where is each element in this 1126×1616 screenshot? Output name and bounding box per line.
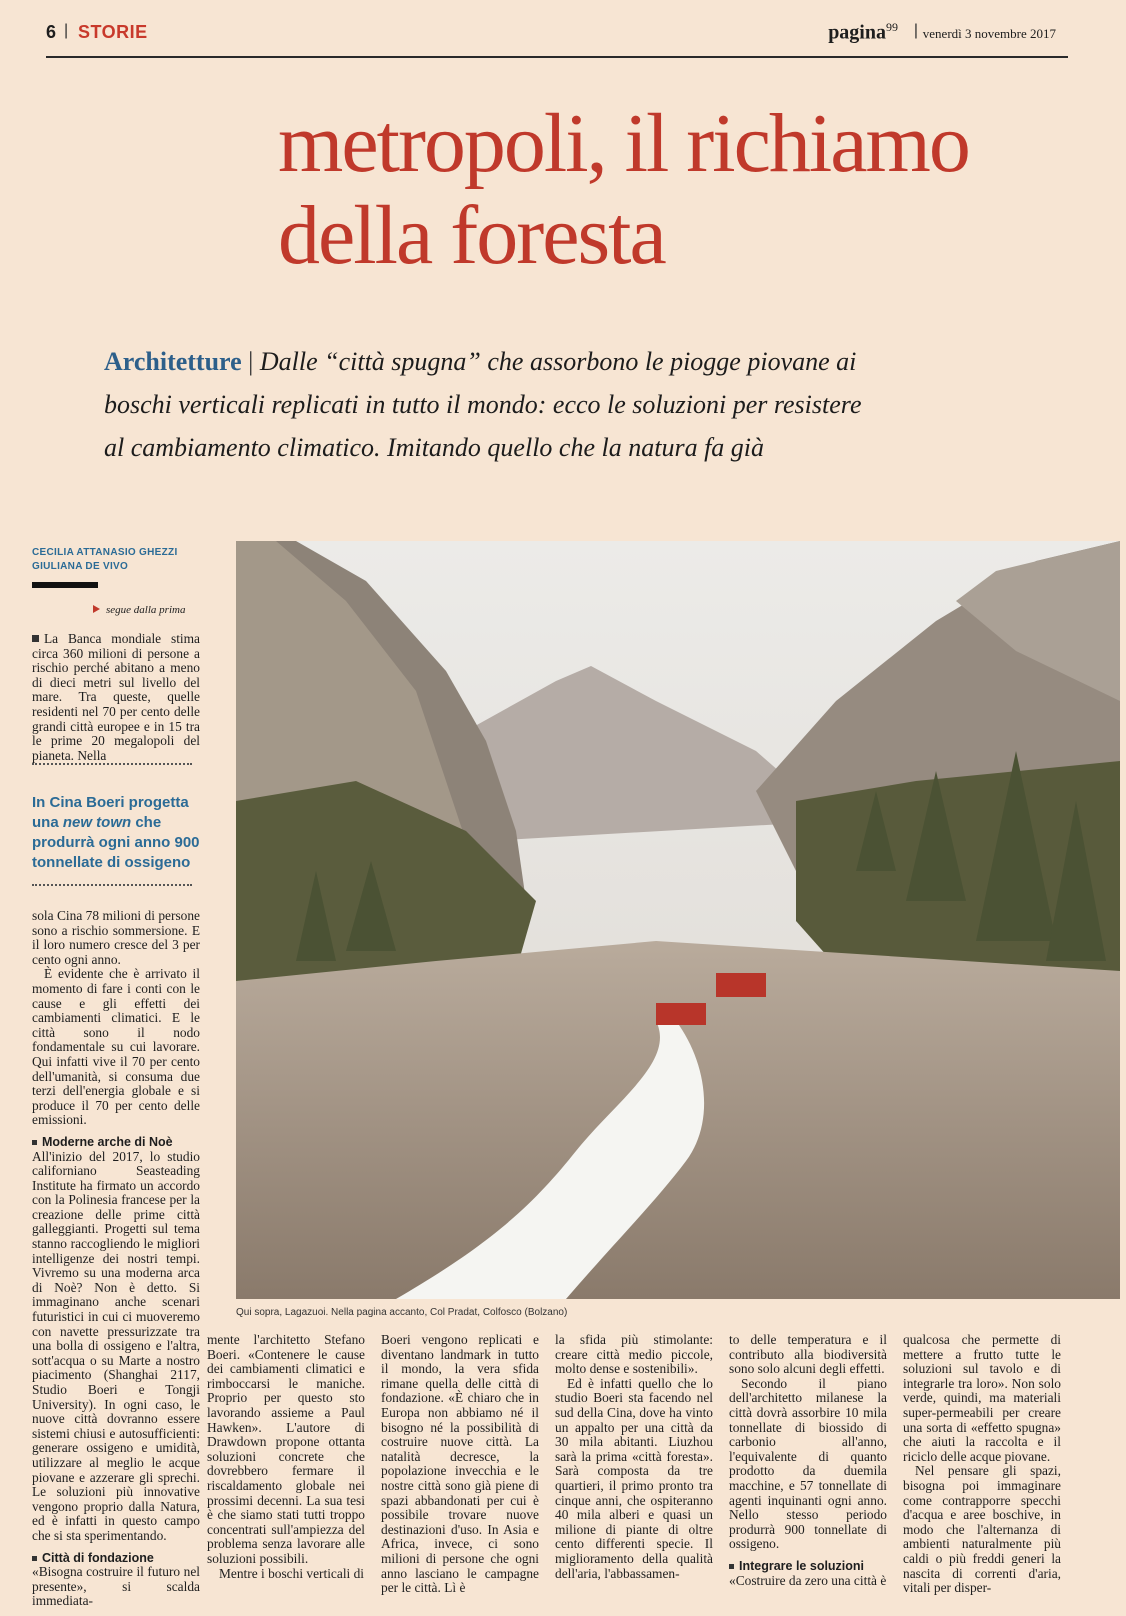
author-2: GIULIANA DE VIVO — [32, 561, 129, 572]
body-text: «Costruire da zero una città è — [729, 1572, 887, 1588]
column-4 — [555, 1333, 713, 1581]
standfirst-text: Dalle “città spugna” che assorbono le piogge piovane ai boschi verticali replicati in tutto il mondo: ecco le soluzioni per resistere al cambiamento climatico. Imitando quello che la natura fa già — [104, 347, 862, 462]
bullet-icon — [729, 1564, 734, 1569]
body-text: È evidente che è arrivato il momento di fare i conti con le cause e gli effetti dei cambiamenti climatici. E le città sono il nodo fondamentale su cui lavorare. Qui infatti vive il 70 per cento dell'umanità, si consuma due terzi dell'energia globale e si produce il 70 per cento delle emissioni. — [32, 966, 200, 1128]
header-separator: | — [64, 22, 69, 39]
body-text: to delle temperatura e il contributo alla biodiversità sono solo alcuni degli effetti. — [729, 1332, 887, 1377]
standfirst — [104, 340, 884, 469]
pull-quote: In Cina Boeri progetta una new town che produrrà ogni anno 900 tonnellate di ossigeno — [32, 794, 200, 871]
issue-date: venerdì 3 novembre 2017 — [922, 26, 1056, 41]
bullet-icon — [32, 1556, 37, 1561]
body-text: mente l'architetto Stefano Boeri. «Contenere le cause dei cambiamenti climatici e rimboccarsi le maniche. Proprio per questo sto lavorando assieme a Paul Hawken». L'autore di Drawdown propone ottanta soluzioni concrete che dovrebbero fermare il riscaldamento globale nei prossimi decenni. La sua tesi è che siamo stati tutti troppo concentrati sull'ampiezza del problema senza lavorare alle soluzioni possibili. — [207, 1332, 365, 1566]
body-text: Secondo il piano dell'architetto milanese la città dovrà assorbire 10 mila tonnellate di biossido di carbonio all'anno, l'equivalente di quanto prodotto da duemila macchine, e 57 tonnellate di agenti inquinanti ogni anno. Nello stesso periodo produrrà 900 tonnellate di ossigeno. — [729, 1375, 887, 1552]
square-bullet-icon — [32, 635, 39, 642]
body-text: «Bisogna costruire il futuro nel presente», si scalda immediata- — [32, 1564, 200, 1609]
column-1-top — [32, 632, 200, 763]
body-text: qualcosa che permette di mettere a frutto tutte le soluzioni sul tavolo e di integrarle tra loro». Non solo verde, quindi, ma materiali super-permeabili per creare una sorta di «effetto spugna» che aiuti la raccolta e il riciclo delle acque piovane. — [903, 1332, 1061, 1464]
body-text: Boeri vengono replicati e diventano landmark in tutto il mondo, la vera sfida rimane quella delle città di fondazione. «È chiaro che in Europa non abbiamo né il bisogno né la possibilità di costruire nuove città. La natalità decresce, la popolazione invecchia e le nostre città sono già piene di spazi abbandonati per cui è possibile trovare nuove destinazioni d'uso. In Asia e Africa, invece, ci sono milioni di persone che ogni anno lasciano le campagne per le città. Lì è — [381, 1332, 539, 1596]
column-6 — [903, 1333, 1061, 1596]
landscape-photo — [236, 541, 1120, 1299]
bullet-icon — [32, 1140, 37, 1145]
column-3 — [381, 1333, 539, 1596]
headline-line-1: metropoli, il richiamo — [278, 97, 969, 190]
subheading: Città di fondazione — [32, 1551, 200, 1566]
header-separator-2: | — [913, 22, 918, 39]
kicker: Architetture — [104, 347, 242, 376]
page-number: 6 — [46, 22, 57, 42]
byline — [32, 546, 182, 574]
byline-rule — [32, 582, 98, 588]
body-text: Mentre i boschi verticali di — [219, 1565, 365, 1581]
segue-arrow-icon — [93, 605, 100, 613]
photo-caption: Qui sopra, Lagazuoi. Nella pagina accanto, Col Pradat, Colfosco (Bolzano) — [236, 1307, 568, 1318]
body-text: Ed è infatti quello che lo studio Boeri sta facendo nel sud della Cina, dove ha vinto un appalto per una città da 30 mila abitanti. Liuzhou sarà la prima «città foresta». Sarà composta da tre quartieri, il primo pronto tra cinque anni, che ospiteranno 40 mila alberi e quasi un milione di piante di oltre cento differenti specie. Il miglioramento della qualità dell'aria, l'abbassamen- — [555, 1375, 713, 1581]
section-label: STORIE — [78, 22, 148, 42]
page-header — [46, 18, 1068, 58]
dotted-divider — [32, 884, 192, 886]
column-1-bottom — [32, 909, 200, 1609]
body-text: La Banca mondiale stima circa 360 milioni di persone a rischio perché abitano a meno di dieci metri sul livello del mare. Tra queste, quelle residenti nel 70 per cento delle grandi città europee e in 15 tra le prime 20 megalopoli del pianeta. Nella — [32, 631, 200, 763]
body-text: Nel pensare gli spazi, bisogna poi immaginare come contrapporre specchi d'acqua e aree boschive, in modo che l'alternanza di ambienti naturalmente più caldi o più freddi generi la nascita di correnti d'aria, vitali per disper- — [903, 1463, 1061, 1596]
body-text: la sfida più stimolante: creare città medio piccole, molto dense e sostenibili». — [555, 1332, 713, 1377]
headline-line-2: della foresta — [278, 189, 665, 282]
body-text: sola Cina 78 milioni di persone sono a rischio sommersione. E il loro numero cresce del 3 per cento ogni anno. — [32, 908, 200, 967]
dotted-divider — [32, 763, 192, 765]
continued-from-front: segue dalla prima — [106, 604, 186, 616]
headline — [278, 98, 1078, 282]
masthead-logo: pagina$^{99}$ — [828, 20, 898, 44]
kicker-separator: | — [248, 347, 254, 376]
author-1: CECILIA ATTANASIO GHEZZI — [32, 547, 178, 558]
column-5 — [729, 1333, 887, 1588]
body-text: All'inizio del 2017, lo studio californiano Seasteading Institute ha firmato un accordo con la Polinesia francese per la creazione delle prime città galleggianti. Progetti sul tema stanno raccogliendo le migliori intelligenze dei nostri tempi. Vivremo su una moderna arca di Noè? Non è detto. Si immaginano anche scenari futuristici in cui ci muoveremo con navette pressurizzate tra una bolla di ossigeno e l'altra, sott'acqua o su Marte a nostro piacimento (Shanghai 2117, Studio Boeri e Tongji University). In ogni caso, le nuove città dovranno essere sistemi chiusi e autosufficienti: generare ossigeno e umidità, utilizzare al meglio le acque piovane e azzerare gli sprechi. Le soluzioni più innovative vengono proprio dalla Natura, ed è infatti in questo campo che si sta sperimentando. — [32, 1148, 200, 1543]
subheading: Integrare le soluzioni — [729, 1559, 887, 1574]
column-2 — [207, 1333, 365, 1581]
subheading: Moderne arche di Noè — [32, 1135, 200, 1150]
